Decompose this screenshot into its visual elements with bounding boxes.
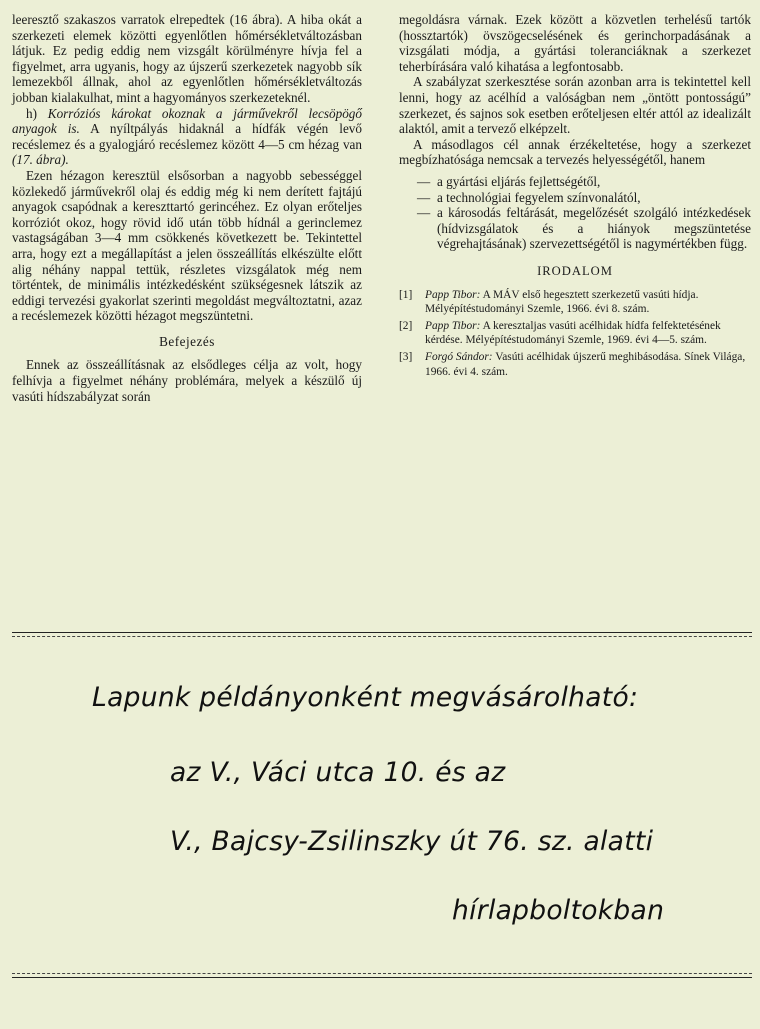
paragraph: leeresztő szakaszos varratok elrepedtek (16 ábra). A hiba okát a szerkezeti elemek közötti egyenlőtlen hőmérsékletváltozásban látjuk. Ez pedig eddig nem vizsgált körülményre hívja fel a figyelmet, arra ugyanis, hogy az újszerű szerkezetek nagyobb sík lemezekből állnak, ahol az egyenlőtlen hőmérsékletváltozás jobban kialakulhat, mint a hagyományos szerkezeteknél. — [12, 12, 362, 105]
reference-text — [425, 319, 751, 347]
reference-item — [399, 288, 751, 316]
advert-line-2: az V., Váci utca 10. és az — [170, 757, 506, 788]
reference-title: A keresztaljas vasúti acélhidak hídfa felfektetésének kérdése. Mélyépítéstudományi Szemle, 1969. évi 4—5. szám. — [425, 319, 721, 347]
reference-author: Papp Tibor: — [425, 288, 481, 301]
bibliography-title: IRODALOM — [537, 263, 613, 278]
list-item: — a gyártási eljárás fejlettségétől, — [399, 174, 751, 190]
advert-line-3: V., Bajcsy-Zsilinszky út 76. sz. alatti — [170, 826, 654, 857]
reference-item — [399, 319, 751, 347]
paragraph-corrosion — [12, 106, 362, 168]
text: A nyíltpályás hidaknál a hídfák végén levő recéslemez és a gyalogjáró recéslemez között 4—5 cm hézag van — [12, 121, 362, 152]
reference-author: Forgó Sándor: — [425, 351, 493, 364]
paragraph: Ennek az összeállításnak az elsődleges célja az volt, hogy felhívja a figyelmet néhány problémára, melyek a készülő új vasúti hídszabályzat során — [12, 357, 362, 404]
divider-rule-dashed — [12, 973, 752, 974]
list-item: — a károsodás feltárását, megelőzését szolgáló intézkedések (hídvizsgálatok és a hiányok megszüntetése végrehajtásának) szervezettségétől is nagymértékben függ. — [399, 205, 751, 252]
reference-number: [2] — [399, 319, 413, 332]
reference-title: Vasúti acélhidak újszerű meghibásodása. Sínek Világa, 1966. évi 4. szám. — [425, 351, 746, 378]
advert-line-4: hírlapboltokban — [452, 895, 665, 926]
reference-text — [425, 288, 751, 316]
right-column — [399, 12, 751, 382]
reference-number: [1] — [399, 288, 413, 301]
paragraph: A másodlagos cél annak érzékeltetése, hogy a szerkezet megbízhatósága nemcsak a tervezés helyességétől, hanem — [399, 136, 751, 168]
divider-rule — [12, 632, 752, 633]
divider-rule-dashed — [12, 636, 752, 637]
item-marker: h) — [26, 105, 48, 121]
advert-line-1: Lapunk példányonként megvásárolható: — [92, 682, 639, 713]
reference-author: Papp Tibor: — [425, 319, 481, 332]
reference-number: [3] — [399, 351, 413, 364]
section-heading: Befejezés — [159, 333, 215, 349]
dash-list — [399, 174, 751, 252]
list-item: — a technológiai fegyelem színvonalától, — [399, 190, 751, 206]
left-column — [12, 12, 362, 404]
paragraph: Ezen hézagon keresztül elsősorban a nagyobb sebességgel közlekedő járművekről olaj és eddig még ki nem derített fajtájú anyagok csapódnak a kereszttartó gerincéhez. Ez olyan erőteljes korróziót okoz, hogy rövid idő után több hídnál a gerinclemez vastagságában 3—4 mm csökkenés következett be. Tekintettel arra, hogy ezt a megállapítást a jelen összeállítás elkészülte előtt alig néhány nappal tettük, részletes vizsgálatok még nem történtek, de minimális intézkedésként szükségesnek látszik az eddigi tervezési gyakorlat szerinti megoldást megváltoztatni, azaz a recéslemezek közötti hézagot megszüntetni. — [12, 167, 362, 324]
reference-item — [399, 350, 751, 378]
reference-title: A MÁV első hegesztett szerkezetű vasúti hídja. Mélyépítéstudományi Szemle, 1966. évi 8. szám. — [425, 288, 699, 315]
paragraph: megoldásra várnak. Ezek között a közvetlen terhelésű tartók (hossztartók) övszögecselésének és gerinchorpadásának a vizsgálati módja, a gyártási toleranciáknak a szerkezet teherbírására való kihatása a legfontosabb. — [399, 12, 751, 74]
figure-reference: (17. ábra). — [12, 152, 69, 168]
reference-text — [425, 350, 751, 378]
emphasis: Korróziós károkat okoznak a járművekről lecsöpögő anyagok is. — [12, 105, 362, 137]
paragraph: A szabályzat szerkesztése során azonban arra is tekintettel kell lenni, hogy az acélhíd a valóságban nem „öntött pontosságú” szerkezet, és sajnos sok esetben erőteljesen eltér attól az idealizált alaktól, amit a tervező elképzelt. — [399, 74, 751, 137]
divider-rule — [12, 977, 752, 978]
